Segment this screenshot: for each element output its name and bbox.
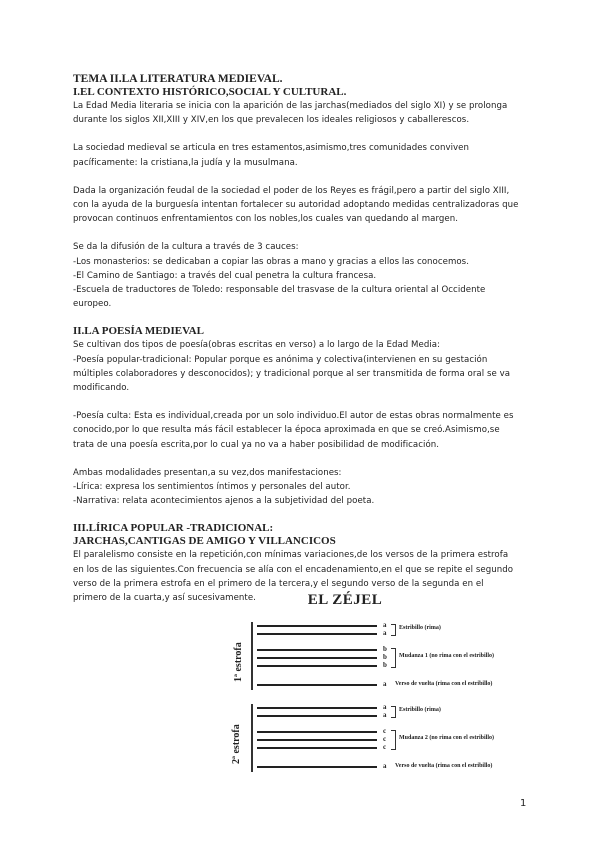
s1-p4-line4: -Escuela de traductores de Toledo: responsable del trasvase de la cultura oriental al Occidente xyxy=(73,285,486,296)
rhyme-letter: a xyxy=(383,621,387,629)
brace xyxy=(391,648,396,668)
verse-line xyxy=(257,731,377,733)
brace xyxy=(391,730,396,750)
s1-p3-line2: con la ayuda de la burguesía intentan fortalecer su autoridad adoptando medidas centralizadoras que xyxy=(73,200,519,211)
verse-line xyxy=(257,684,377,686)
rhyme-letter: a xyxy=(383,711,387,719)
s3-p1-line2: en los de las siguientes.Con frecuencia se alía con el encadenamiento,en el que se repite el segundo xyxy=(73,564,514,575)
verse-line xyxy=(257,633,377,635)
s2-p1-line1: Se cultivan dos tipos de poesía(obras escritas en verso) a lo largo de la Edad Media: xyxy=(73,340,441,351)
s1-p3-line3: provocan continuos enfrentamientos con los nobles,los cuales van quedando al margen. xyxy=(73,214,459,225)
s2-p1-line3: múltiples colaboradores y desconocidos); y tradicional porque al ser transmitida de forma oral se va xyxy=(73,368,511,379)
annotation-vuelta-2: Verso de vuelta (rima con el estribillo) xyxy=(395,763,493,769)
rhyme-letter: b xyxy=(383,661,387,669)
document-title: TEMA II.LA LITERATURA MEDIEVAL. xyxy=(73,73,283,85)
page-number: 1 xyxy=(520,798,527,809)
stanza-1-label: 1ª estrofa xyxy=(233,642,244,682)
s1-p4-line5: europeo. xyxy=(73,299,112,310)
verse-line xyxy=(257,625,377,627)
verse-line xyxy=(257,715,377,717)
s2-p3-line2: -Lírica: expresa los sentimientos íntimos y personales del autor. xyxy=(73,482,351,493)
rhyme-letter: a xyxy=(383,629,387,637)
s2-p2-line1: -Poesía culta: Esta es individual,creada por un solo individuo.El autor de estas obras normalmente es xyxy=(73,411,514,422)
s3-p1-line1: El paralelismo consiste en la repetición,con mínimas variaciones,de los versos de la primera estrofa xyxy=(73,550,509,561)
rhyme-letter: c xyxy=(383,743,387,751)
section-1-heading: I.EL CONTEXTO HISTÓRICO,SOCIAL Y CULTURAL. xyxy=(73,86,347,98)
s2-p3-line3: -Narrativa: relata acontecimientos ajenos a la subjetividad del poeta. xyxy=(73,496,375,507)
s2-p2-line2: conocido,por lo que resulta más fácil establecer la época aproximada en que se creó.Asimismo,se xyxy=(73,425,500,436)
s1-p4-line1: Se da la difusión de la cultura a través de 3 cauces: xyxy=(73,242,299,253)
annotation-vuelta-1: Verso de vuelta (rima con el estribillo) xyxy=(395,681,493,687)
stanza-1-bar xyxy=(251,622,253,690)
brace xyxy=(391,624,396,636)
verse-line xyxy=(257,766,377,768)
verse-line xyxy=(257,707,377,709)
rhyme-letter: b xyxy=(383,653,387,661)
brace xyxy=(391,706,396,718)
section-2-heading: II.LA POESÍA MEDIEVAL xyxy=(73,325,204,338)
stanza-2-bar xyxy=(251,704,253,772)
section-3-heading-1: III.LÍRICA POPULAR -TRADICIONAL: xyxy=(73,522,274,535)
rhyme-letter: c xyxy=(383,735,387,743)
stanza-2-label: 2ª estrofa xyxy=(231,724,242,764)
s1-p2-line2: pacíficamente: la cristiana,la judía y la musulmana. xyxy=(73,157,298,168)
s1-p4-line2: -Los monasterios: se dedicaban a copiar las obras a mano y gracias a ellos las conocemos. xyxy=(73,256,469,267)
s2-p1-line4: modificando. xyxy=(73,383,130,394)
s1-p3-line1: Dada la organización feudal de la sociedad el poder de los Reyes es frágil,pero a partir del siglo XIII, xyxy=(73,185,510,196)
verse-line xyxy=(257,747,377,749)
annotation-mudanza-1: Mudanza 1 (no rima con el estribillo) xyxy=(399,653,494,659)
s1-p1-line2: durante los siglos XII,XIII y XIV,en los que prevalecen los ideales religiosos y caballerescos. xyxy=(73,115,470,126)
zejel-diagram xyxy=(225,592,535,777)
verse-line xyxy=(257,665,377,667)
s3-p1-line3: verso de la primera estrofa en el primero de la tercera,y el segundo verso de la segunda en el xyxy=(73,578,484,589)
rhyme-letter: a xyxy=(383,762,387,770)
verse-line xyxy=(257,649,377,651)
rhyme-letter: c xyxy=(383,727,387,735)
rhyme-letter: a xyxy=(383,680,387,688)
s2-p2-line3: trata de una poesía escrita,por lo cual ya no va a haber posibilidad de modificación. xyxy=(73,439,440,450)
s1-p2-line1: La sociedad medieval se articula en tres estamentos,asimismo,tres comunidades conviven xyxy=(73,143,469,154)
annotation-estribillo-2: Estribillo (rima) xyxy=(399,707,441,713)
annotation-mudanza-2: Mudanza 2 (no rima con el estribillo) xyxy=(399,735,494,741)
s3-p1-line4: primero de la cuarta,y así sucesivamente. xyxy=(73,593,256,604)
section-3-heading-2: JARCHAS,CANTIGAS DE AMIGO Y VILLANCICOS xyxy=(73,535,336,548)
rhyme-letter: b xyxy=(383,645,387,653)
diagram-title: EL ZÉJEL xyxy=(307,592,383,608)
s1-p1-line1: La Edad Media literaria se inicia con la aparición de las jarchas(mediados del siglo XI) y se prolonga xyxy=(73,101,508,111)
s2-p1-line2: -Poesía popular-tradicional: Popular porque es anónima y colectiva(intervienen en su gestación xyxy=(73,354,488,365)
verse-line xyxy=(257,657,377,659)
rhyme-letter: a xyxy=(383,703,387,711)
verse-line xyxy=(257,739,377,741)
annotation-estribillo-1: Estribillo (rima) xyxy=(399,625,441,631)
s1-p4-line3: -El Camino de Santiago: a través del cual penetra la cultura francesa. xyxy=(73,270,377,281)
document-body xyxy=(73,72,533,605)
s2-p3-line1: Ambas modalidades presentan,a su vez,dos manifestaciones: xyxy=(73,467,342,478)
